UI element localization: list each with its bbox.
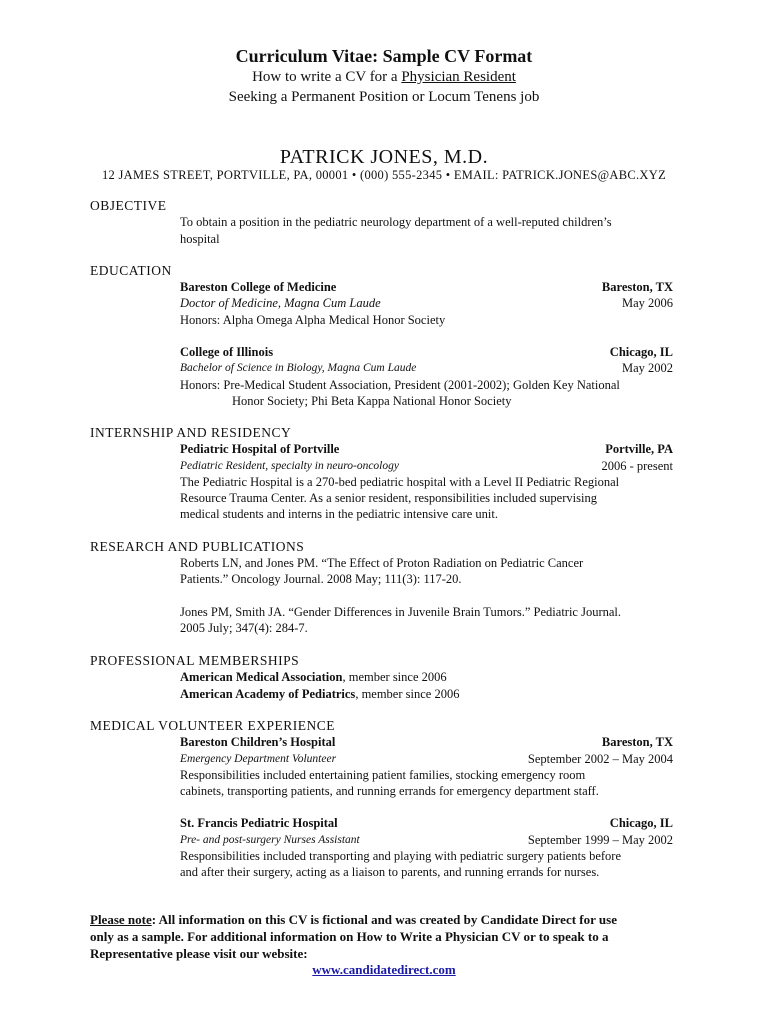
section-heading-research: RESEARCH AND PUBLICATIONS [90,539,305,554]
objective-line-1: To obtain a position in the pediatric neurology department of a well-reputed children’s [180,215,612,229]
internship-date: 2006 - present [601,459,673,473]
volunteer-entry-2-desc-2: and after their surgery, acting as a liaison to parents, and running errands for nurses. [180,865,600,879]
education-entry-1-honors: Honors: Alpha Omega Alpha Medical Honor Society [180,313,446,327]
degree-date: May 2002 [621,361,673,375]
volunteer-date: September 1999 – May 2002 [527,833,673,847]
objective-line-2: hospital [180,232,220,246]
volunteer-role: Pre- and post-surgery Nurses Assistant [180,834,360,846]
membership-note: , member since 2006 [355,687,460,701]
internship-desc-3: medical students and interns in the pediatric intensive care unit. [180,507,498,521]
section-heading-objective: OBJECTIVE [90,198,167,213]
volunteer-date: September 2002 – May 2004 [527,752,673,766]
subtitle-link[interactable]: Physician Resident [401,69,516,85]
school-name: Bareston College of Medicine [180,280,337,294]
section-heading-memberships: PROFESSIONAL MEMBERSHIPS [90,653,300,668]
publication-1-line-1: Roberts LN, and Jones PM. “The Effect of Proton Radiation on Pediatric Cancer [180,556,584,570]
volunteer-location: Bareston, TX [601,735,673,749]
publication-2-line-2: 2005 July; 347(4): 284-7. [180,621,308,635]
website-link[interactable]: www.candidatedirect.com [312,962,456,977]
internship-desc-1: The Pediatric Hospital is a 270-bed pediatric hospital with a Level II Pediatric Regional [180,475,620,489]
degree-date: May 2006 [621,296,673,310]
degree: Doctor of Medicine, Magna Cum Laude [180,296,381,310]
school-location: Bareston, TX [601,280,673,294]
school-name: College of Illinois [180,345,274,359]
document-subtitle [0,68,768,87]
note-text-1: : All information on this CV is fictional and was created by Candidate Direct for use [151,912,617,927]
note-line-3: Representative please visit our website: [90,946,308,961]
degree: Bachelor of Science in Biology, Magna Cum Laude [180,362,417,374]
publication-2-line-1: Jones PM, Smith JA. “Gender Differences in Juvenile Brain Tumors.” Pediatric Journal. [180,605,622,619]
education-entry-2-honors: Honors: Pre-Medical Student Association, President (2001-2002); Golden Key National [180,378,620,392]
volunteer-role: Emergency Department Volunteer [180,753,337,765]
internship-location: Portville, PA [605,442,673,456]
note-line-2: only as a sample. For additional information on How to Write a Physician CV or to speak to a [90,929,609,944]
section-heading-volunteer: MEDICAL VOLUNTEER EXPERIENCE [90,718,335,733]
publication-1-line-2: Patients.” Oncology Journal. 2008 May; 111(3): 117-20. [180,572,462,586]
volunteer-entry-1-desc-1: Responsibilities included entertaining patient families, stocking emergency room [180,768,586,782]
document-title: Curriculum Vitae: Sample CV Format [235,46,533,66]
candidate-name: PATRICK JONES, M.D. [279,146,489,168]
contact-info: 12 JAMES STREET, PORTVILLE, PA, 00001 • (000) 555-2345 • EMAIL: PATRICK.JONES@ABC.XYZ [101,168,667,182]
membership-item [180,686,459,702]
volunteer-location: Chicago, IL [609,816,673,830]
membership-note: , member since 2006 [342,670,447,684]
volunteer-org: Bareston Children’s Hospital [180,735,336,749]
note-line-1 [90,911,617,928]
membership-org: American Academy of Pediatrics [180,687,356,701]
membership-org: American Medical Association [180,670,343,684]
volunteer-org: St. Francis Pediatric Hospital [180,816,338,830]
internship-desc-2: Resource Trauma Center. As a senior resident, responsibilities included supervising [180,491,597,505]
volunteer-entry-1-desc-2: cabinets, transporting patients, and running errands for emergency department staff. [180,784,599,798]
internship-org: Pediatric Hospital of Portville [180,442,340,456]
note-label: Please note [90,912,152,927]
volunteer-entry-2-desc-1: Responsibilities included transporting and playing with pediatric surgery patients before [180,849,621,863]
document-subtitle-2: Seeking a Permanent Position or Locum Tenens job [228,89,540,105]
section-heading-internship: INTERNSHIP AND RESIDENCY [90,425,292,440]
internship-role: Pediatric Resident, specialty in neuro-oncology [180,460,399,472]
education-entry-2-honors-cont: Honor Society; Phi Beta Kappa National Honor Society [232,394,512,408]
school-location: Chicago, IL [609,345,673,359]
section-heading-education: EDUCATION [90,263,172,278]
membership-item [180,669,447,685]
subtitle-prefix: How to write a CV for a [252,69,402,85]
